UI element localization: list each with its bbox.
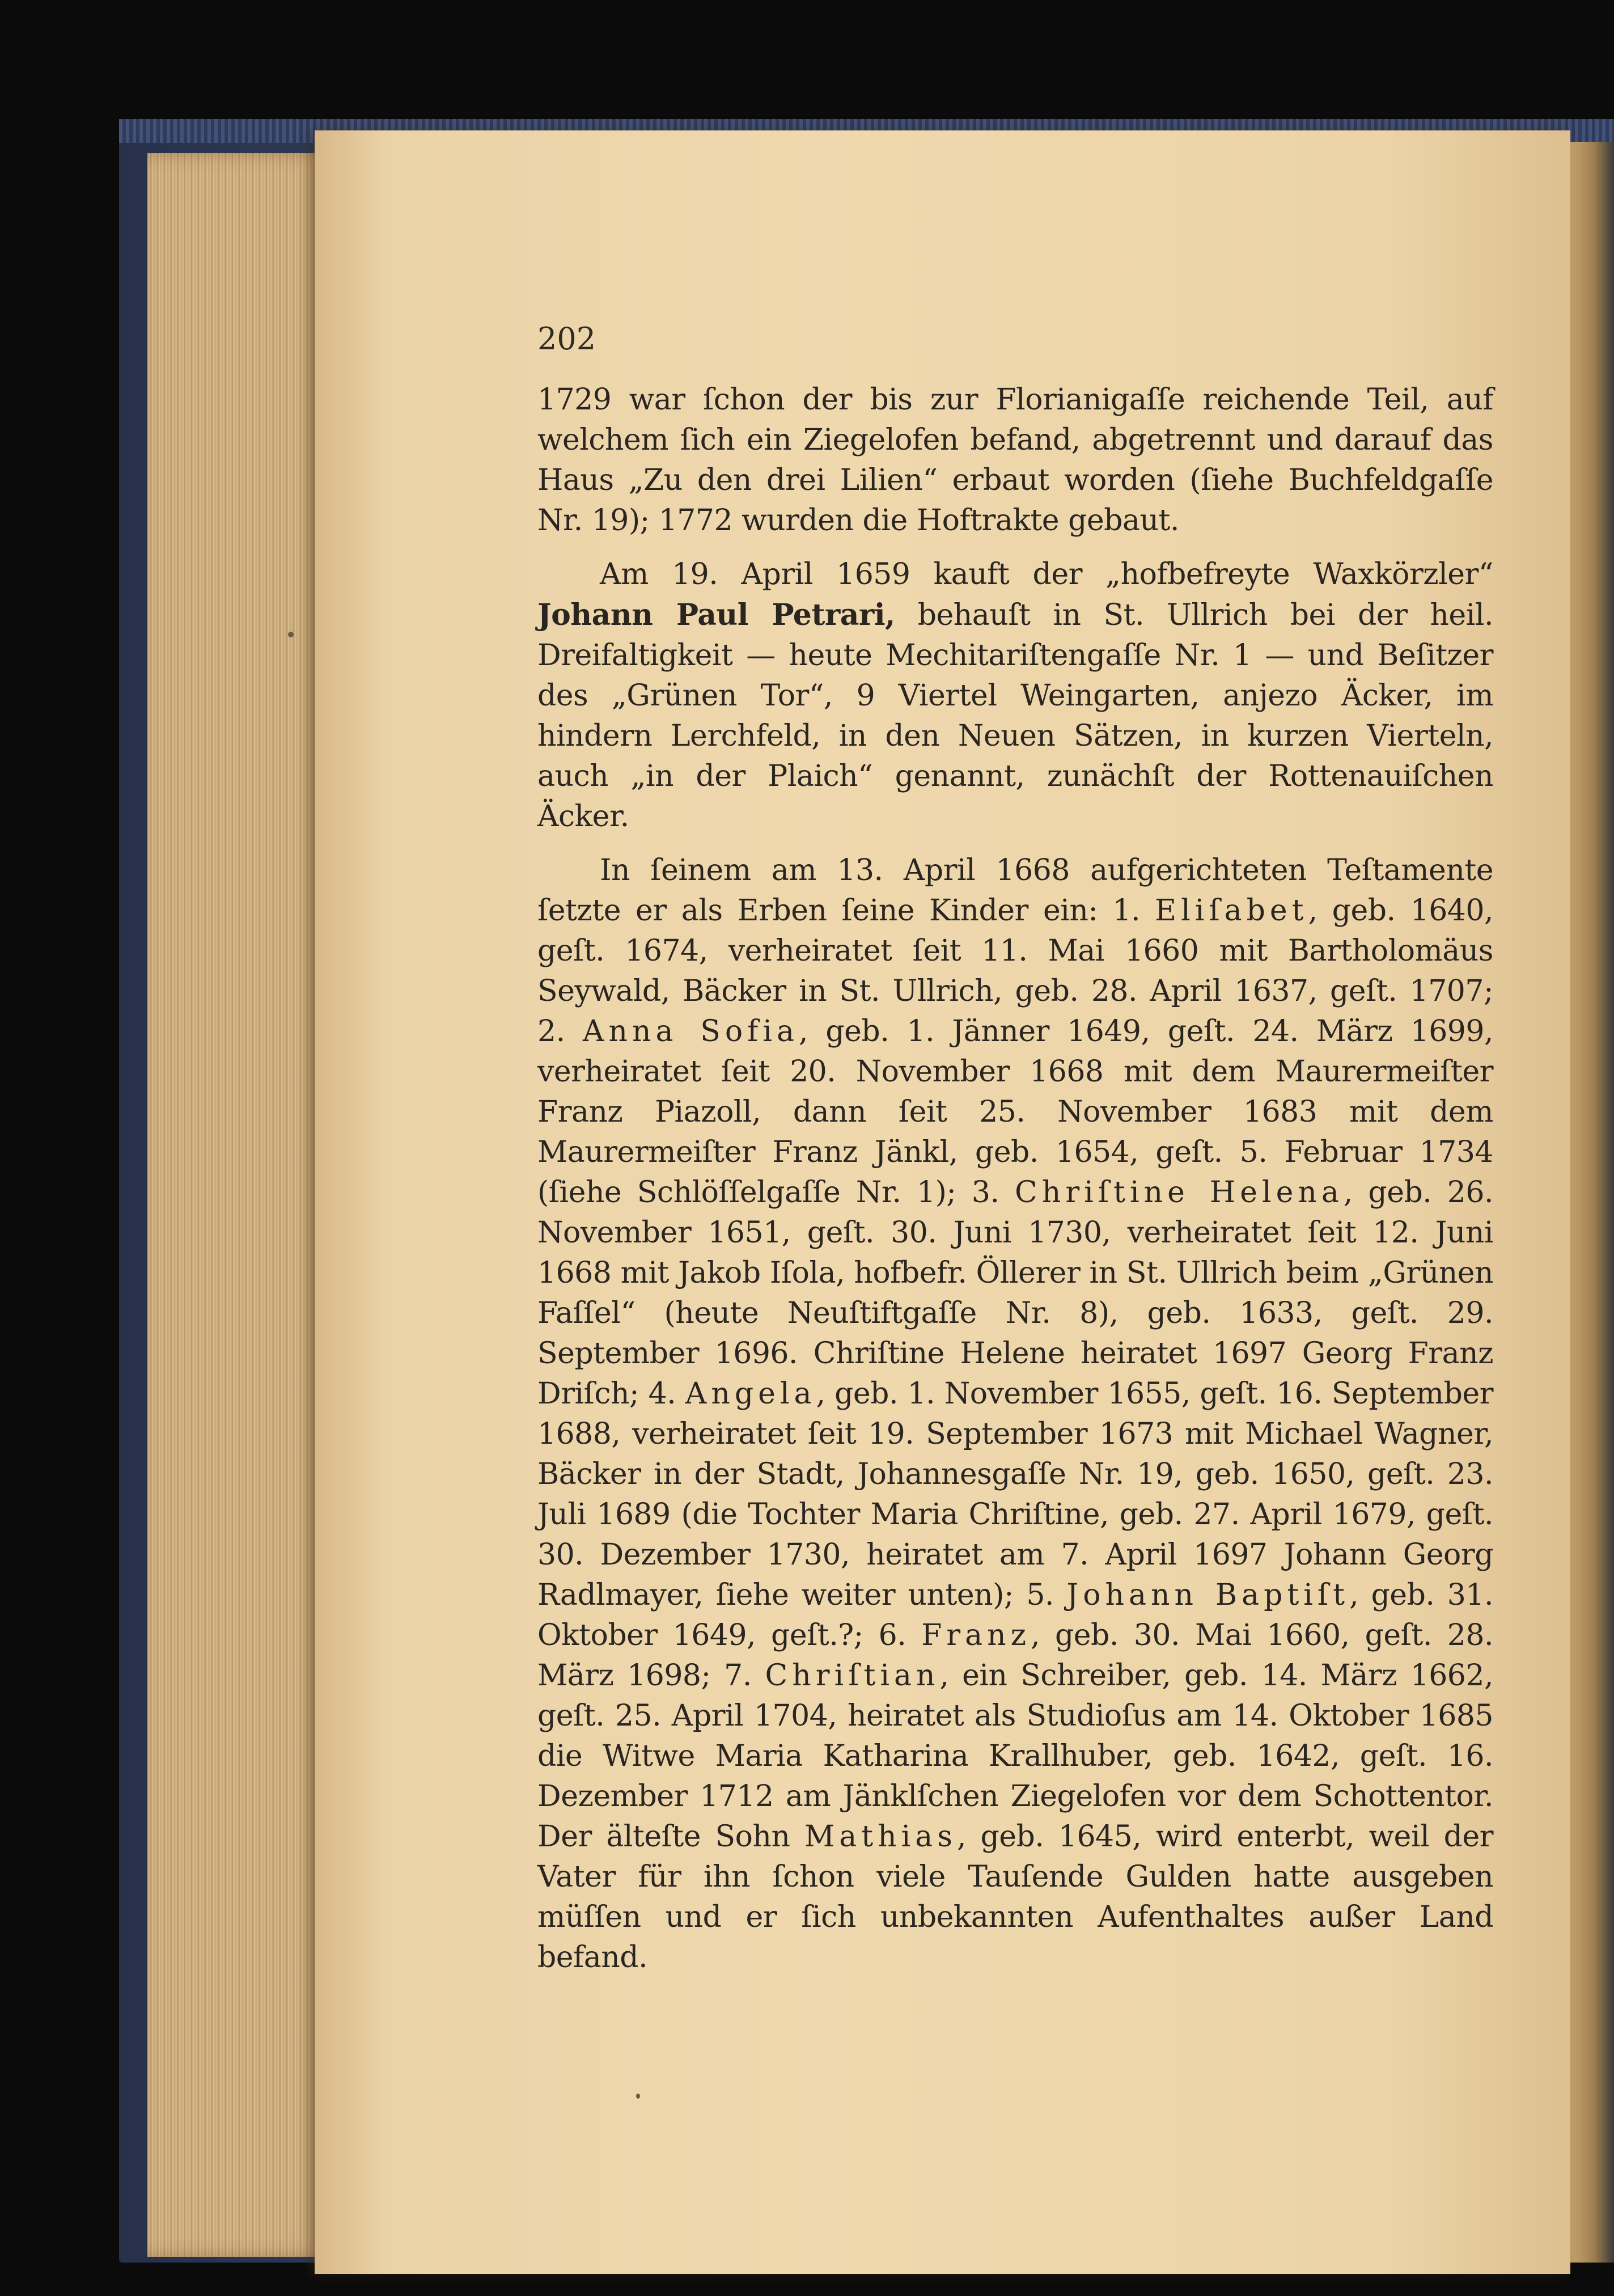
spaced-name-text: Eliſabet <box>1155 894 1308 928</box>
text-segment: , geb. 1. Jänner 1649, geſt. 24. März 1699, verheiratet ſeit 20. November 1668 mit dem Maurermeiſter Franz Piazoll, dann ſeit 25. November 1683 mit dem Maurermeiſter Franz Jänkl, geb. 1654, geſt. 5. Februar 1734 (ſiehe Schlöſſelgaſſe Nr. 1); 3. <box>537 1014 1493 1210</box>
text-segment: , ein Schreiber, geb. 14. März 1662, geſt. 25. April 1704, heiratet als Studioſus am 14. Oktober 1685 die Witwe Maria Katharina Krallhuber, geb. 1642, geſt. 16. Dezember 1712 am Jänklſchen Ziegelofen vor dem Schottentor. Der älteſte Sohn <box>537 1659 1493 1854</box>
text-segment: behauſt in St. Ullrich bei der heil. Dreifaltigkeit — heute Mechitariſtengaſſe Nr. 1 — und Beſitzer des „Grünen Tor“, 9 Viertel Weingarten, anjezo Äcker, im hindern Lerchfeld, in den Neuen Sätzen, in kurzen Vierteln, auch „in der Plaich“ genannt, zunächſt der Rottenauiſchen Äcker. <box>537 598 1493 834</box>
spaced-name-text: Johann Baptiſt <box>1066 1578 1350 1612</box>
text-segment: , geb. 1640, geſt. 1674, verheiratet ſeit 11. Mai 1660 mit Bartholomäus Seywald, Bäcker in St. Ullrich, geb. 28. April 1637, geſt. 1707; 2. <box>537 894 1493 1048</box>
paragraph <box>537 851 1493 1978</box>
body-text <box>537 380 1493 1991</box>
text-segment: , geb. 31. Oktober 1649, geſt.?; 6. <box>537 1578 1493 1652</box>
text-segment: , geb. 1. November 1655, geſt. 16. September 1688, verheiratet ſeit 19. September 1673 mit Michael Wagner, Bäcker in der Stadt, Johannesgaſſe Nr. 19, geb. 1650, geſt. 23. Juli 1689 (die Tochter Maria Chriſtine, geb. 27. April 1679, geſt. 30. Dezember 1730, heiratet am 7. April 1697 Johann Georg Radlmayer, ſiehe weiter unten); 5. <box>537 1377 1493 1612</box>
spaced-name-text: Chriſtine Helena <box>1015 1176 1344 1210</box>
margin-dot <box>288 632 294 637</box>
text-segment: 1729 war ſchon der bis zur Florianigaſſe reichende Teil, auf welchem ſich ein Ziegelofen befand, abgetrennt und darauf das Haus „Zu den drei Lilien“ erbaut worden (ſiehe Buchfeldgaſſe Nr. 19); 1772 wurden die Hoftrakte gebaut. <box>537 383 1493 538</box>
page-speck <box>636 2094 640 2099</box>
text-segment: Am 19. April 1659 kauft der „hofbefreyte Waxkörzler“ <box>600 557 1493 591</box>
paragraph <box>537 380 1493 541</box>
paragraph <box>537 555 1493 837</box>
page-stack-edge <box>147 153 329 2257</box>
spaced-name-text: Anna Sofia <box>582 1014 799 1048</box>
text-segment: , geb. 26. November 1651, geſt. 30. Juni 1730, verheiratet ſeit 12. Juni 1668 mit Jakob Iſola, hofbefr. Öllerer in St. Ullrich beim „Grünen Faſſel“ (heute Neuſtiftgaſſe Nr. 8), geb. 1633, geſt. 29. September 1696. Chriſtine Helene heiratet 1697 Georg Franz Driſch; 4. <box>537 1176 1493 1411</box>
spaced-name-text: Chriſtian <box>765 1659 940 1693</box>
right-page-edge <box>1570 142 1614 2263</box>
text-segment: In ſeinem am 13. April 1668 aufgerichteten Teſtamente ſetzte er als Erben ſeine Kinder ein: 1. <box>537 853 1493 928</box>
spaced-name-text: Franz <box>921 1618 1031 1652</box>
bold-name-text: Johann Paul Petrari, <box>537 598 895 632</box>
spaced-name-text: Mathias <box>804 1820 957 1854</box>
spaced-name-text: Angela <box>685 1377 816 1411</box>
text-segment: , geb. 30. Mai 1660, geſt. 28. März 1698; 7. <box>537 1618 1493 1693</box>
text-segment: , geb. 1645, wird enterbt, weil der Vater für ihn ſchon viele Tauſende Gulden hatte ausgeben müſſen und er ſich unbekannten Aufenthaltes außer Land befand. <box>537 1820 1494 1974</box>
page-number: 202 <box>537 321 596 357</box>
